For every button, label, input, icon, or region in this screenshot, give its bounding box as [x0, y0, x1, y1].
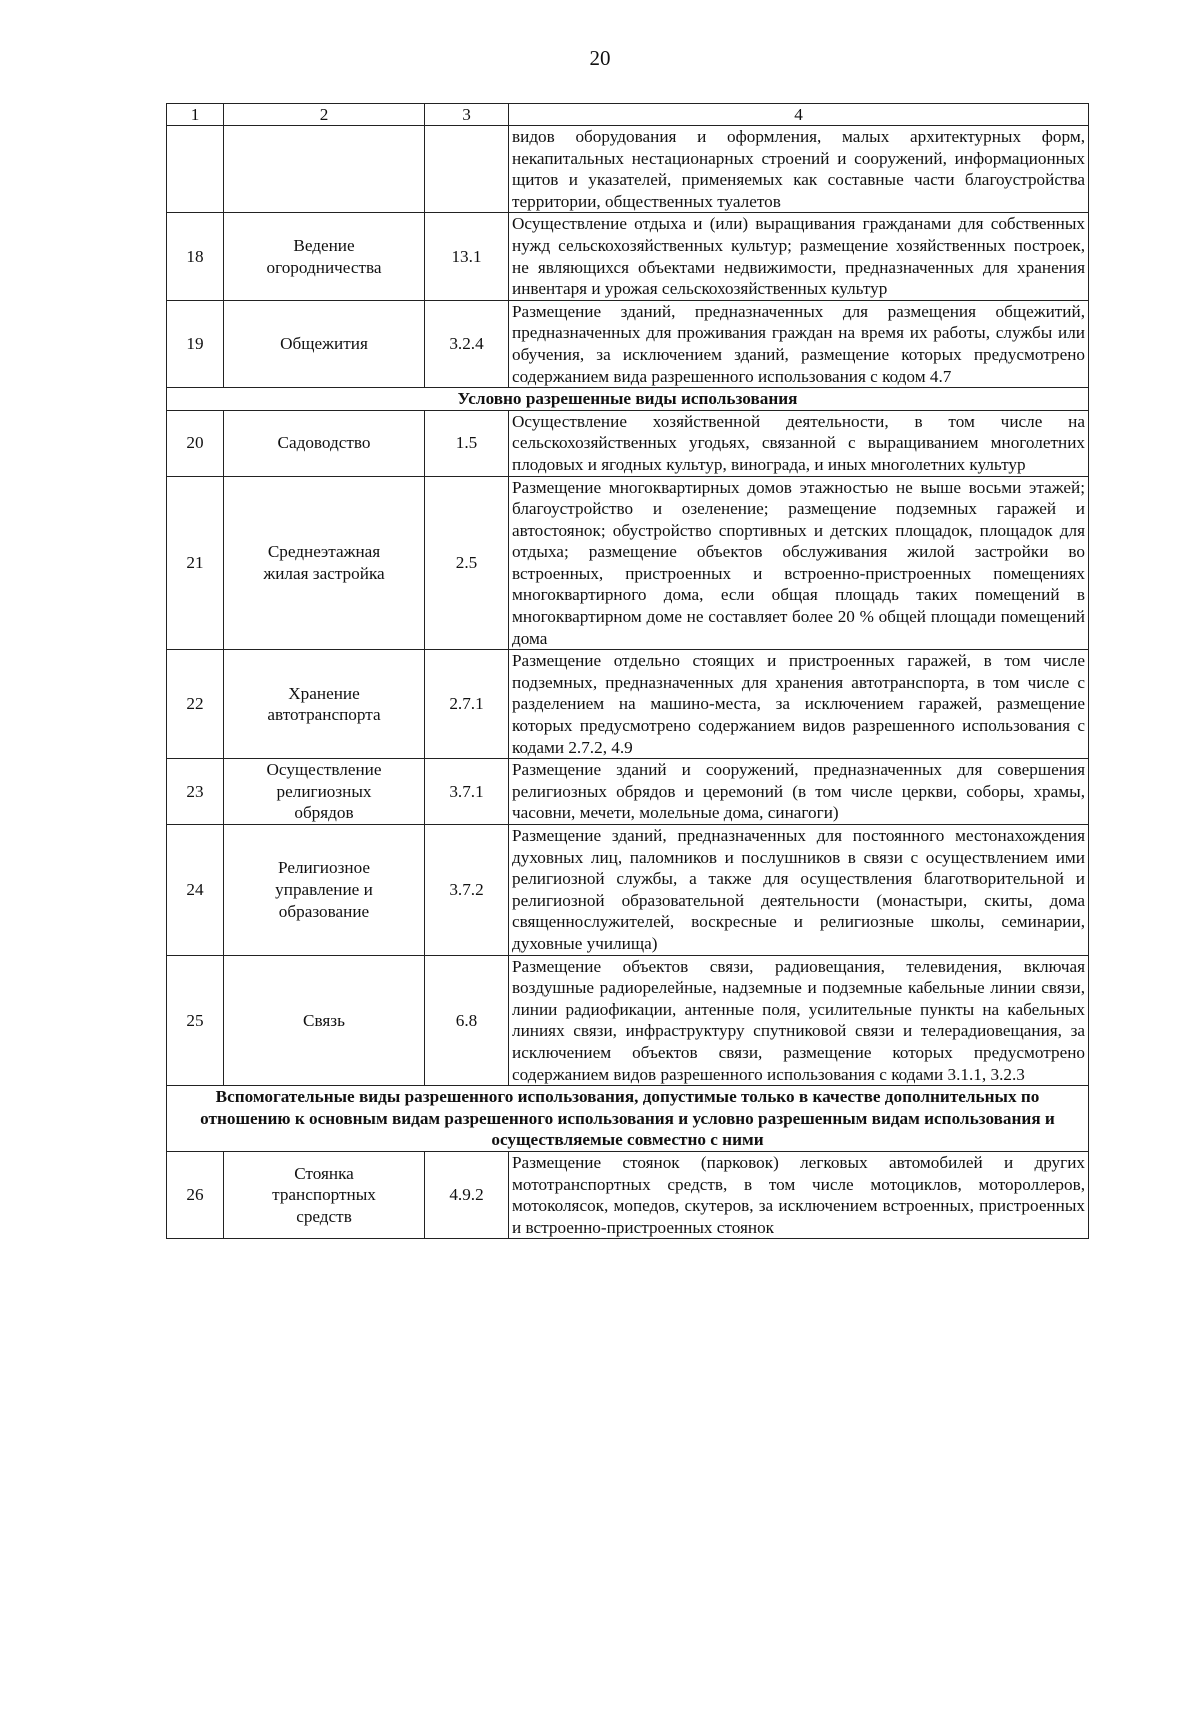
- use-name-text: Религиозное управление и образование: [275, 858, 373, 921]
- page-number: 20: [589, 46, 611, 70]
- use-name: [224, 825, 425, 956]
- use-name-text: Осуществление религиозных обрядов: [266, 760, 382, 823]
- use-name: [224, 410, 425, 476]
- table-row: [167, 759, 1089, 825]
- use-name: [224, 1151, 425, 1238]
- use-code: 6.8: [425, 955, 509, 1086]
- use-name: [224, 650, 425, 759]
- row-number: [167, 126, 224, 213]
- use-description: Осуществление отдыха и (или) выращивания гражданами для собственных нужд сельскохозяйственных культур; размещение хозяйственных построек, не являющихся объектами недвижимости, предназначенных для хранения инвентаря и урожая сельскохозяйственных культур: [509, 213, 1089, 300]
- use-code: 4.9.2: [425, 1151, 509, 1238]
- use-name: [224, 476, 425, 650]
- use-name: [224, 300, 425, 387]
- table-row: [167, 650, 1089, 759]
- use-code: 3.7.1: [425, 759, 509, 825]
- use-name-text: Связь: [303, 1010, 345, 1030]
- use-code: 2.7.1: [425, 650, 509, 759]
- row-number: 24: [167, 825, 224, 956]
- table-row: [167, 300, 1089, 387]
- table-row: [167, 476, 1089, 650]
- table-row: [167, 410, 1089, 476]
- section-header-row: [167, 388, 1089, 411]
- use-description: Размещение зданий, предназначенных для постоянного местонахождения духовных лиц, паломников и послушников в связи с осуществлением ими религиозной службы, а также для осуществления благотворительной и религиозной образовательной деятельности (монастыри, скиты, дома священнослужителей, воскресные и религиозные школы, семинарии, духовные училища): [509, 825, 1089, 956]
- row-number: 22: [167, 650, 224, 759]
- use-description: Размещение зданий и сооружений, предназначенных для совершения религиозных обрядов и церемоний (в том числе церкви, соборы, храмы, часовни, мечети, молельные дома, синагоги): [509, 759, 1089, 825]
- header-cell: 2: [224, 104, 425, 126]
- use-code: 3.7.2: [425, 825, 509, 956]
- use-name-text: Садоводство: [277, 433, 371, 453]
- section-title-conditional: Условно разрешенные виды использования: [167, 388, 1089, 411]
- table-row: [167, 955, 1089, 1086]
- use-name: [224, 759, 425, 825]
- land-use-table: [166, 103, 1089, 1239]
- section-header-row: [167, 1086, 1089, 1152]
- row-number: 19: [167, 300, 224, 387]
- use-description: видов оборудования и оформления, малых архитектурных форм, некапитальных нестационарных строений и сооружений, информационных щитов и указателей, применяемых как составные части благоустройства территории, общественных туалетов: [509, 126, 1089, 213]
- use-description: Размещение отдельно стоящих и пристроенных гаражей, в том числе подземных, предназначенных для хранения автотранспорта, в том числе с разделением на машино-места, за исключением гаражей, размещение которых предусмотрено содержанием видов разрешенного использования с кодами 2.7.2, 4.9: [509, 650, 1089, 759]
- table-row: [167, 1151, 1089, 1238]
- row-number: 25: [167, 955, 224, 1086]
- use-description: Осуществление хозяйственной деятельности, в том числе на сельскохозяйственных угодьях, связанной с выращиванием многолетних плодовых и ягодных культур, винограда, и иных многолетних культур: [509, 410, 1089, 476]
- use-name: [224, 213, 425, 300]
- table-row: [167, 126, 1089, 213]
- use-description: Размещение стоянок (парковок) легковых автомобилей и других мототранспортных средств, в том числе мотоциклов, мотороллеров, мотоколясок, мопедов, скутеров, за исключением встроенных, пристроенных и встроенно-пристроенных стоянок: [509, 1151, 1089, 1238]
- use-name: [224, 955, 425, 1086]
- header-cell: 1: [167, 104, 224, 126]
- table-row: [167, 825, 1089, 956]
- row-number: 20: [167, 410, 224, 476]
- use-code: [425, 126, 509, 213]
- use-code: 13.1: [425, 213, 509, 300]
- use-name-text: Ведение огородничества: [266, 235, 382, 277]
- header-cell: 3: [425, 104, 509, 126]
- row-number: 23: [167, 759, 224, 825]
- use-name-text: Стоянка транспортных средств: [272, 1163, 376, 1226]
- use-description: Размещение зданий, предназначенных для размещения общежитий, предназначенных для проживания граждан на время их работы, службы или обучения, за исключением зданий, размещение которых предусмотрено содержанием вида разрешенного использования с кодом 4.7: [509, 300, 1089, 387]
- use-code: 1.5: [425, 410, 509, 476]
- use-name-text: Хранение автотранспорта: [267, 683, 381, 725]
- use-name: [224, 126, 425, 213]
- use-description: Размещение объектов связи, радиовещания, телевидения, включая воздушные радиорелейные, надземные и подземные кабельные линии связи, линии радиофикации, антенные поля, усилительные пункты на кабельных линиях связи, инфраструктуру спутниковой связи и телерадиовещания, за исключением объектов связи, размещение которых предусмотрено содержанием видов разрешенного использования с кодами 3.1.1, 3.2.3: [509, 955, 1089, 1086]
- header-cell: 4: [509, 104, 1089, 126]
- row-number: 21: [167, 476, 224, 650]
- use-description: Размещение многоквартирных домов этажностью не выше восьми этажей; благоустройство и озеленение; размещение подземных гаражей и автостоянок; обустройство спортивных и детских площадок, площадок для отдыха; размещение объектов обслуживания жилой застройки во встроенных, пристроенных и встроенно-пристроенных помещениях многоквартирного дома, если общая площадь таких помещений в многоквартирном доме не составляет более 20 % общей площади помещений дома: [509, 476, 1089, 650]
- section-title-auxiliary: Вспомогательные виды разрешенного использования, допустимые только в качестве дополнительных по отношению к основным видам разрешенного использования и условно разрешенным видам использования и осуществляемые совместно с ними: [167, 1086, 1089, 1152]
- use-code: 2.5: [425, 476, 509, 650]
- use-name-text: Среднеэтажная жилая застройка: [263, 542, 385, 583]
- use-code: 3.2.4: [425, 300, 509, 387]
- header-row: [167, 104, 1089, 126]
- use-name-text: Общежития: [280, 334, 368, 354]
- row-number: 26: [167, 1151, 224, 1238]
- row-number: 18: [167, 213, 224, 300]
- table-row: [167, 213, 1089, 300]
